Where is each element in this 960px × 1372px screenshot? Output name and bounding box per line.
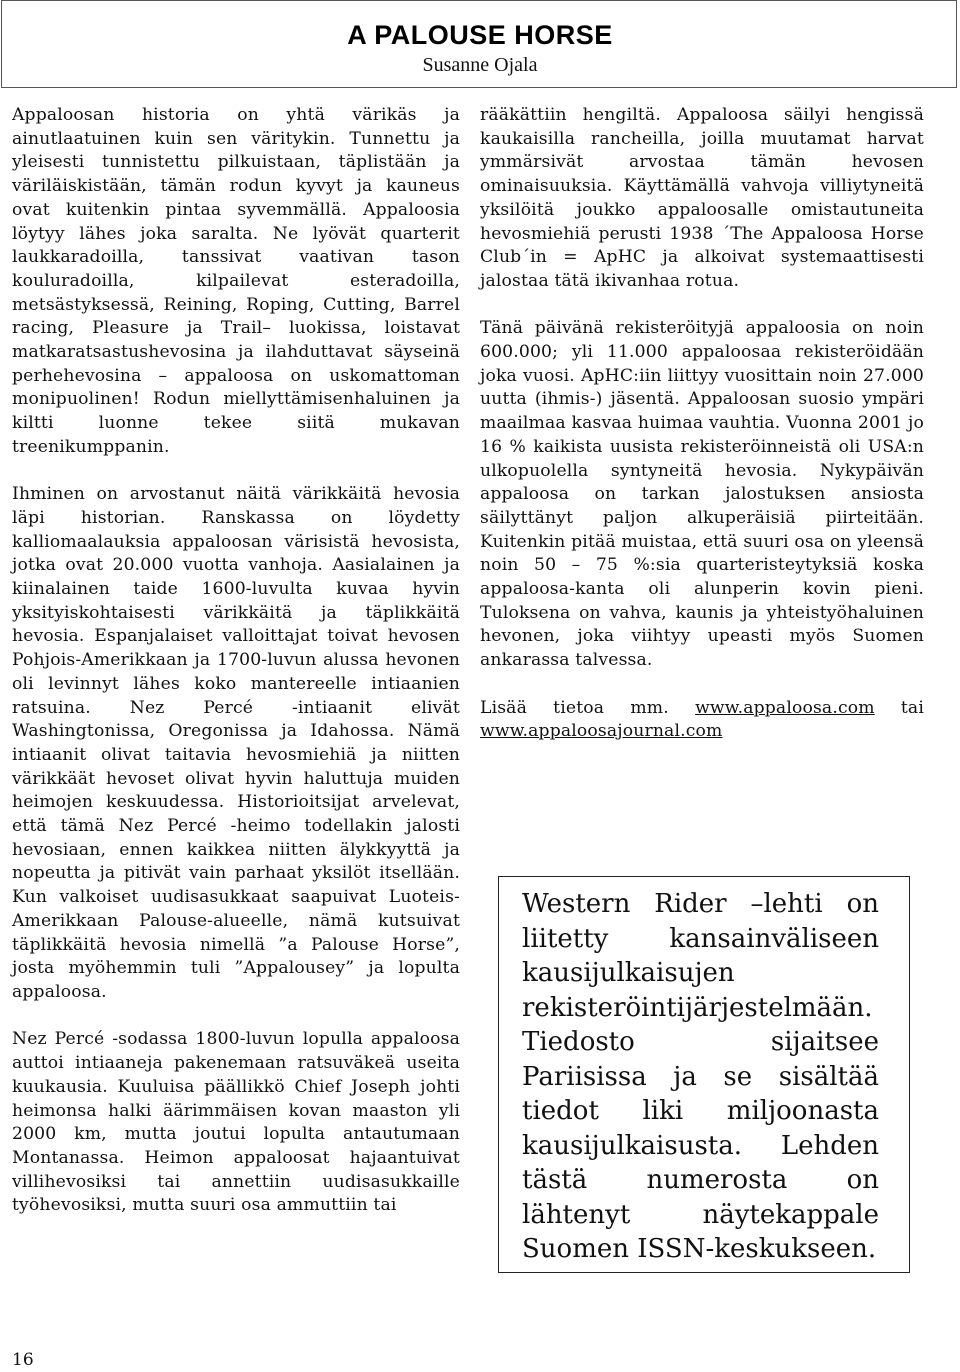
article-author: Susanne Ojala bbox=[422, 54, 538, 76]
more-info-prefix: Lisää tietoa mm. bbox=[480, 697, 669, 718]
more-info-separator: tai bbox=[900, 697, 924, 718]
paragraph: rääkättiin hengiltä. Appaloosa säilyi hengissä kaukaisilla rancheilla, joilla muutamat harvat ymmärsivät arvostaa tämän hevosen ominaisuuksia. Käyttämällä vahvoja villiytyneitä yksilöitä joukko appaloosalle omistautuneita hevosmiehiä perusti 1938 ´The Appaloosa Horse Club´in = ApHC ja alkoivat systemaattisesti jalostaa tätä ikivanhaa rotua. bbox=[480, 105, 924, 291]
page-number: 16 bbox=[12, 1350, 34, 1370]
paragraph: Ihminen on arvostanut näitä värikkäitä hevosia läpi historian. Ranskassa on löydetty kalliomaalauksia appaloosan värisistä hevosista, jotka ovat 20.000 vuotta vanhoja. Aasialainen ja kiinalainen taide 1600-luvulta kuvaa hyvin yksityiskohtaisesti värikkäitä ja täplikkäitä hevosia. Espanjalaiset valloittajat toivat hevosen Pohjois-Amerikkaan ja 1700-luvun alussa hevonen oli levinnyt lähes koko mantereelle intiaanien ratsuina. Nez Percé -intiaanit elivät Washingtonissa, Oregonissa ja Idahossa. Nämä intiaanit olivat taitavia hevosmiehiä ja niitten värikkäät hevoset olivat hyvin haluttuja muiden heimojen keskuudessa. Historioitsijat arvelevat, että tämä Nez Percé -heimo todellakin jalosti hevosiaan, ennen kaikkea niitten älykkyyttä ja nopeutta ja pitivät vain parhaat yksilöt itsellään. Kun valkoiset uudisasukkaat saapuivat Luoteis-Amerikkaan Palouse-alueelle, nämä kutsuivat täplikkäitä hevosia nimellä ”a Palouse Horse”, josta myöhemmin tuli ”Appalousey” ja lopulta appaloosa. bbox=[12, 484, 460, 1002]
left-column bbox=[12, 104, 460, 1218]
appaloosajournal-link[interactable]: www.appaloosajournal.com bbox=[480, 721, 723, 742]
issn-notice-box bbox=[498, 876, 910, 1273]
more-info bbox=[480, 697, 924, 744]
paragraph: Appaloosan historia on yhtä värikäs ja ainutlaatuinen kuin sen väritykin. Tunnettu ja yleisesti tunnistettu pilkuistaan, täplistään ja väriläiskistään, tämän rodun kyvyt ja kauneus ovat kuitenkin pintaa syvemmällä. Appaloosia löytyy lähes joka saralta. Ne lyövät quarterit laukkaradoilla, tanssivat vaativan tason kouluradoilla, kilpailevat esteradoilla, metsästyksessä, Reining, Roping, Cutting, Barrel racing, Pleasure ja Trail– luokissa, loistavat matkaratsastushevosina ja ilahduttavat säyseinä perhehevosina – appaloosa on uskomattoman monipuolinen! Rodun miellyttämisenhaluinen ja kiltti luonne tekee siitä mukavan treenikumppanin. bbox=[12, 105, 460, 457]
appaloosa-link[interactable]: www.appaloosa.com bbox=[695, 697, 875, 718]
article-title: A PALOUSE HORSE bbox=[347, 20, 613, 50]
paragraph: Tänä päivänä rekisteröityjä appaloosia on noin 600.000; yli 11.000 appaloosaa rekisteröidään joka vuosi. ApHC:iin liittyy vuosittain noin 27.000 uutta (ihmis-) jäsentä. Appaloosan suosio ympäri maailmaa kasvaa huimaa vauhtia. Vuonna 2001 jo 16 % kaikista uusista rekisteröinneistä oli USA:n ulkopuolella syntyneitä hevosia. Nykypäivän appaloosa on tarkan jalostuksen ansiosta säilyttänyt paljon alkuperäisiä piirteitään. Kuitenkin pitää muistaa, että suuri osa on yleensä noin 50 – 75 %:sia quarteristeytyksiä koska appaloosa-kanta oli alunperin kovin pieni. Tuloksena on vahva, kaunis ja yhteistyöhaluinen hevonen, joka viihtyy upeasti myös Suomen ankarassa talvessa. bbox=[480, 318, 924, 671]
issn-notice-text: Western Rider –lehti on liitetty kansainväliseen kausijulkaisujen rekisteröintijärjestelmään. Tiedosto sijaitsee Pariisissa ja se sisältää tiedot liki miljoonasta kausijulkaisusta. Lehden tästä numerosta on lähtenyt näytekappale Suomen ISSN-keskukseen. bbox=[522, 889, 879, 1264]
paragraph: Nez Percé -sodassa 1800-luvun lopulla appaloosa auttoi intiaaneja pakenemaan ratsuväkeä useita kuukausia. Kuuluisa päällikkö Chief Joseph johti heimonsa halki äärimmäisen kovan maaston yli 2000 km, mutta joutui lopulta antautumaan Montanassa. Heimon appaloosat hajaantuivat villihevosiksi tai annettiin uudisasukkaille työhevosiksi, mutta suuri osa ammuttiin tai bbox=[12, 1029, 460, 1216]
right-column bbox=[480, 104, 924, 744]
